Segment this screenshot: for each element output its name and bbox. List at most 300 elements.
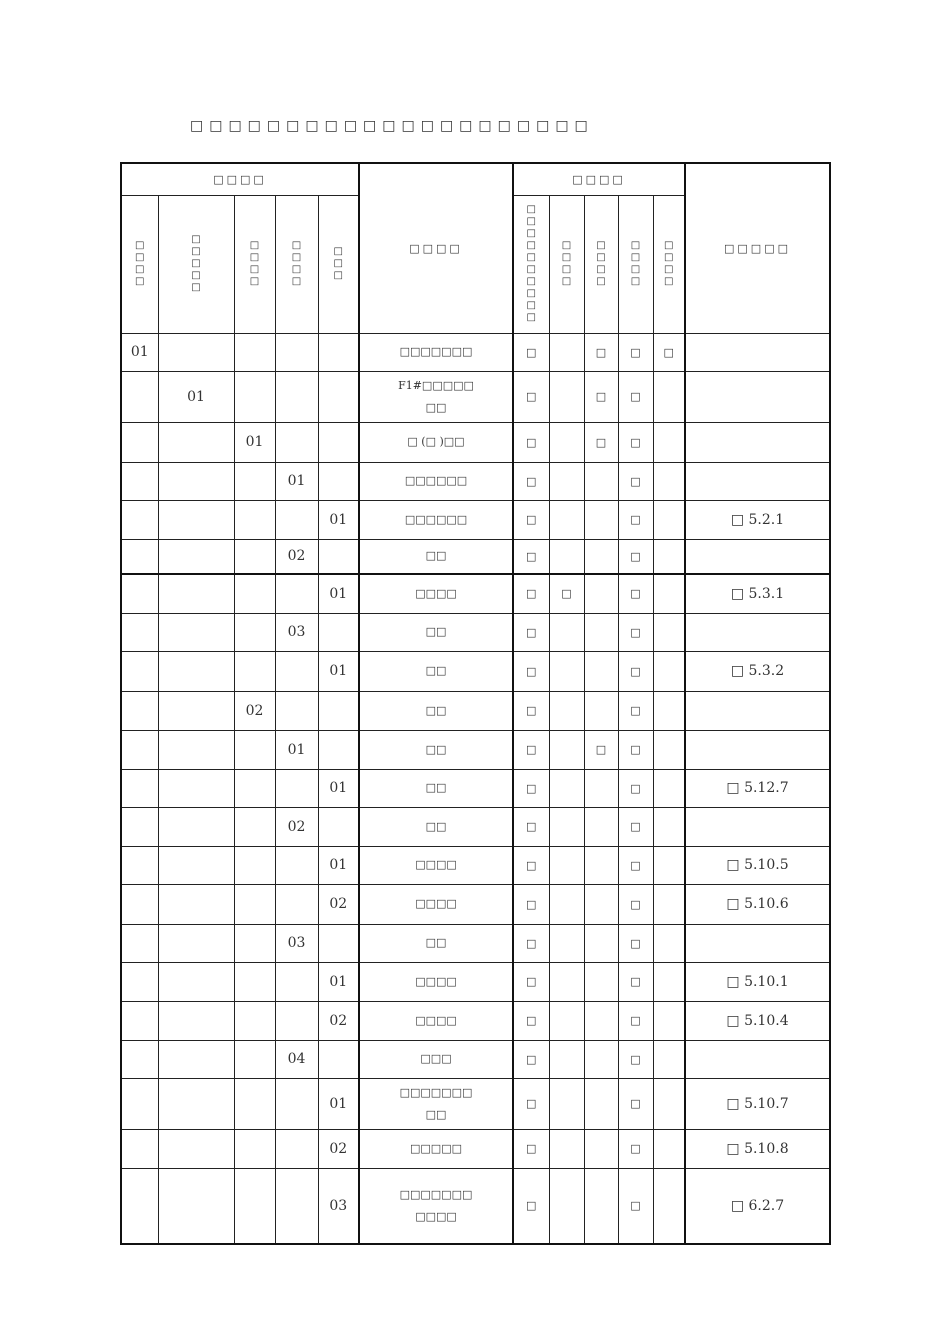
mark-cell-4: □ (618, 730, 653, 769)
code-cell-4 (275, 1129, 318, 1168)
code-cell-1 (121, 769, 158, 807)
item-name-cell: □□□□□□□ □□ (359, 1078, 513, 1129)
code-cell-3: 01 (234, 422, 275, 462)
code-cell-2 (158, 730, 234, 769)
code-cell-4: 01 (275, 730, 318, 769)
mark-cell-3 (584, 539, 618, 574)
header-mark-3: □ □ □ □ (584, 195, 618, 333)
table-row (121, 371, 830, 422)
header-group-marks: □□□□ (513, 163, 685, 195)
code-cell-2 (158, 574, 234, 613)
table-row (121, 884, 830, 924)
code-cell-2 (158, 769, 234, 807)
code-cell-4 (275, 769, 318, 807)
mark-cell-1: □ (513, 884, 549, 924)
mark-cell-3 (584, 1129, 618, 1168)
code-cell-1 (121, 422, 158, 462)
mark-cell-1: □ (513, 1168, 549, 1244)
mark-cell-1: □ (513, 371, 549, 422)
mark-cell-3 (584, 1168, 618, 1244)
item-name-cell: □□ (359, 613, 513, 651)
mark-cell-2 (549, 462, 584, 500)
mark-cell-1: □ (513, 422, 549, 462)
header-col-1: □ □ □ □ (121, 195, 158, 333)
code-cell-2 (158, 613, 234, 651)
code-cell-2 (158, 1129, 234, 1168)
reference-cell (685, 730, 830, 769)
mark-cell-5 (653, 422, 685, 462)
reference-cell (685, 924, 830, 962)
code-cell-3: 02 (234, 691, 275, 730)
table-row (121, 924, 830, 962)
code-cell-2 (158, 651, 234, 691)
item-name-cell: □□□□□□ (359, 500, 513, 539)
reference-cell: □ 5.3.1 (685, 574, 830, 613)
code-cell-5: 01 (318, 769, 359, 807)
table-row (121, 539, 830, 574)
mark-cell-2 (549, 1129, 584, 1168)
code-cell-4 (275, 574, 318, 613)
mark-cell-1: □ (513, 1078, 549, 1129)
code-cell-4: 01 (275, 462, 318, 500)
mark-cell-1: □ (513, 500, 549, 539)
mark-cell-5 (653, 691, 685, 730)
mark-cell-3 (584, 462, 618, 500)
code-cell-4 (275, 422, 318, 462)
mark-cell-5 (653, 1001, 685, 1040)
mark-cell-4: □ (618, 807, 653, 846)
item-name-cell: □□□□□□ (359, 462, 513, 500)
mark-cell-5 (653, 846, 685, 884)
mark-cell-1: □ (513, 651, 549, 691)
header-reference: □□□□□ (685, 163, 830, 333)
mark-cell-2 (549, 333, 584, 371)
table-row (121, 769, 830, 807)
mark-cell-3: □ (584, 333, 618, 371)
mark-cell-3 (584, 807, 618, 846)
item-name-cell: F1#□□□□□ □□ (359, 371, 513, 422)
mark-cell-2 (549, 371, 584, 422)
mark-cell-1: □ (513, 962, 549, 1001)
code-cell-1 (121, 539, 158, 574)
mark-cell-4: □ (618, 962, 653, 1001)
header-mark-4: □ □ □ □ (618, 195, 653, 333)
code-cell-4 (275, 333, 318, 371)
table-row (121, 1040, 830, 1078)
mark-cell-1: □ (513, 613, 549, 651)
mark-cell-5 (653, 769, 685, 807)
code-cell-1 (121, 1001, 158, 1040)
header-group-codes: □□□□ (121, 163, 359, 195)
table-row (121, 500, 830, 539)
reference-cell: □ 5.10.7 (685, 1078, 830, 1129)
mark-cell-4: □ (618, 539, 653, 574)
code-cell-2 (158, 333, 234, 371)
mark-cell-2 (549, 730, 584, 769)
mark-cell-1: □ (513, 333, 549, 371)
item-name-cell: □□□□□□□ □□□□ (359, 1168, 513, 1244)
table-row (121, 422, 830, 462)
code-cell-2 (158, 539, 234, 574)
code-cell-5 (318, 422, 359, 462)
mark-cell-4: □ (618, 1001, 653, 1040)
code-cell-3 (234, 574, 275, 613)
mark-cell-1: □ (513, 691, 549, 730)
code-cell-3 (234, 1078, 275, 1129)
code-cell-5: 01 (318, 1078, 359, 1129)
mark-cell-2 (549, 500, 584, 539)
code-cell-1 (121, 613, 158, 651)
code-cell-5: 03 (318, 1168, 359, 1244)
code-cell-1 (121, 962, 158, 1001)
mark-cell-1: □ (513, 574, 549, 613)
code-cell-5 (318, 613, 359, 651)
mark-cell-5 (653, 462, 685, 500)
mark-cell-2 (549, 884, 584, 924)
mark-cell-3: □ (584, 730, 618, 769)
mark-cell-4: □ (618, 769, 653, 807)
item-name-cell: □□□□□□□ (359, 333, 513, 371)
code-cell-3 (234, 769, 275, 807)
code-cell-5: 01 (318, 846, 359, 884)
table-row (121, 1129, 830, 1168)
reference-cell (685, 1040, 830, 1078)
mark-cell-3: □ (584, 422, 618, 462)
mark-cell-3 (584, 884, 618, 924)
mark-cell-4: □ (618, 613, 653, 651)
item-name-cell: □□□□ (359, 574, 513, 613)
reference-cell: □ 5.10.1 (685, 962, 830, 1001)
code-cell-1 (121, 691, 158, 730)
mark-cell-3 (584, 1078, 618, 1129)
code-cell-1 (121, 884, 158, 924)
code-cell-5: 01 (318, 500, 359, 539)
item-name-cell: □□□□ (359, 1001, 513, 1040)
mark-cell-5 (653, 1040, 685, 1078)
code-cell-5: 01 (318, 962, 359, 1001)
mark-cell-1: □ (513, 924, 549, 962)
mark-cell-1: □ (513, 1129, 549, 1168)
mark-cell-4: □ (618, 371, 653, 422)
mark-cell-4: □ (618, 462, 653, 500)
reference-cell (685, 462, 830, 500)
reference-cell: □ 5.12.7 (685, 769, 830, 807)
mark-cell-2 (549, 1040, 584, 1078)
item-name-cell: □□ (359, 539, 513, 574)
mark-cell-3 (584, 691, 618, 730)
code-cell-1 (121, 500, 158, 539)
code-cell-3 (234, 1001, 275, 1040)
mark-cell-5 (653, 884, 685, 924)
code-cell-2 (158, 500, 234, 539)
code-cell-4 (275, 1168, 318, 1244)
mark-cell-1: □ (513, 462, 549, 500)
mark-cell-3 (584, 924, 618, 962)
mark-cell-4: □ (618, 651, 653, 691)
code-cell-3 (234, 371, 275, 422)
mark-cell-2 (549, 422, 584, 462)
code-cell-3 (234, 333, 275, 371)
mark-cell-4: □ (618, 333, 653, 371)
reference-cell (685, 333, 830, 371)
mark-cell-3 (584, 574, 618, 613)
header-mark-5: □ □ □ □ (653, 195, 685, 333)
mark-cell-5 (653, 1168, 685, 1244)
mark-cell-4: □ (618, 422, 653, 462)
code-cell-5 (318, 333, 359, 371)
table-row (121, 1001, 830, 1040)
table-row (121, 807, 830, 846)
code-cell-5 (318, 462, 359, 500)
mark-cell-5: □ (653, 333, 685, 371)
code-cell-2 (158, 962, 234, 1001)
code-cell-1 (121, 1040, 158, 1078)
reference-cell (685, 539, 830, 574)
mark-cell-5 (653, 651, 685, 691)
code-cell-4: 04 (275, 1040, 318, 1078)
code-cell-5 (318, 730, 359, 769)
reference-cell: □ 5.2.1 (685, 500, 830, 539)
item-name-cell: □□ (359, 807, 513, 846)
code-cell-2 (158, 422, 234, 462)
mark-cell-2 (549, 807, 584, 846)
item-name-cell: □□ (359, 730, 513, 769)
mark-cell-5 (653, 807, 685, 846)
code-cell-1: 01 (121, 333, 158, 371)
reference-cell: □ 5.10.4 (685, 1001, 830, 1040)
code-cell-4 (275, 371, 318, 422)
code-cell-4: 02 (275, 807, 318, 846)
mark-cell-4: □ (618, 884, 653, 924)
mark-cell-4: □ (618, 1040, 653, 1078)
classification-table (120, 162, 831, 1245)
table-row (121, 462, 830, 500)
code-cell-5 (318, 539, 359, 574)
table-row (121, 691, 830, 730)
table-row (121, 574, 830, 613)
item-name-cell: □ (□ )□□ (359, 422, 513, 462)
code-cell-3 (234, 962, 275, 1001)
code-cell-2 (158, 1001, 234, 1040)
code-cell-4 (275, 846, 318, 884)
code-cell-2 (158, 807, 234, 846)
reference-cell: □ 5.10.5 (685, 846, 830, 884)
code-cell-2 (158, 691, 234, 730)
table-row (121, 1078, 830, 1129)
header-row-groups (121, 163, 830, 195)
reference-cell (685, 422, 830, 462)
code-cell-3 (234, 924, 275, 962)
mark-cell-5 (653, 500, 685, 539)
mark-cell-2 (549, 613, 584, 651)
reference-cell: □ 5.3.2 (685, 651, 830, 691)
code-cell-2 (158, 884, 234, 924)
code-cell-5: 02 (318, 1129, 359, 1168)
mark-cell-4: □ (618, 574, 653, 613)
code-cell-5 (318, 1040, 359, 1078)
code-cell-4 (275, 1001, 318, 1040)
code-cell-4 (275, 691, 318, 730)
code-cell-1 (121, 1078, 158, 1129)
mark-cell-5 (653, 924, 685, 962)
code-cell-3 (234, 1168, 275, 1244)
table-row (121, 1168, 830, 1244)
code-cell-1 (121, 846, 158, 884)
mark-cell-2 (549, 1078, 584, 1129)
header-col-4: □ □ □ □ (275, 195, 318, 333)
code-cell-4 (275, 651, 318, 691)
mark-cell-2 (549, 962, 584, 1001)
mark-cell-5 (653, 1129, 685, 1168)
code-cell-4 (275, 962, 318, 1001)
code-cell-1 (121, 371, 158, 422)
item-name-cell: □□ (359, 924, 513, 962)
mark-cell-2 (549, 651, 584, 691)
mark-cell-5 (653, 613, 685, 651)
code-cell-3 (234, 730, 275, 769)
reference-cell (685, 807, 830, 846)
code-cell-2 (158, 1040, 234, 1078)
mark-cell-5 (653, 371, 685, 422)
table-row (121, 962, 830, 1001)
code-cell-3 (234, 1129, 275, 1168)
table-row (121, 651, 830, 691)
mark-cell-4: □ (618, 846, 653, 884)
code-cell-3 (234, 651, 275, 691)
mark-cell-5 (653, 574, 685, 613)
mark-cell-3 (584, 1001, 618, 1040)
mark-cell-5 (653, 539, 685, 574)
mark-cell-4: □ (618, 500, 653, 539)
mark-cell-5 (653, 1078, 685, 1129)
code-cell-3 (234, 884, 275, 924)
item-name-cell: □□□□ (359, 962, 513, 1001)
code-cell-1 (121, 574, 158, 613)
mark-cell-1: □ (513, 846, 549, 884)
table-row (121, 613, 830, 651)
code-cell-5 (318, 924, 359, 962)
code-cell-2 (158, 462, 234, 500)
reference-cell (685, 371, 830, 422)
code-cell-4 (275, 500, 318, 539)
mark-cell-2 (549, 691, 584, 730)
reference-cell (685, 613, 830, 651)
code-cell-4 (275, 1078, 318, 1129)
code-cell-1 (121, 807, 158, 846)
table-row (121, 333, 830, 371)
item-name-cell: □□□ (359, 1040, 513, 1078)
item-name-cell: □□□□ (359, 846, 513, 884)
code-cell-4: 03 (275, 613, 318, 651)
mark-cell-4: □ (618, 691, 653, 730)
code-cell-5 (318, 691, 359, 730)
mark-cell-1: □ (513, 539, 549, 574)
table-body (121, 163, 830, 1244)
code-cell-4 (275, 884, 318, 924)
mark-cell-5 (653, 730, 685, 769)
header-col-3: □ □ □ □ (234, 195, 275, 333)
mark-cell-4: □ (618, 1078, 653, 1129)
item-name-cell: □□ (359, 651, 513, 691)
mark-cell-3 (584, 613, 618, 651)
page-title: □□□□□□□□□□□□□□□□□□□□□ (190, 118, 594, 134)
mark-cell-2 (549, 924, 584, 962)
code-cell-5: 02 (318, 1001, 359, 1040)
mark-cell-3 (584, 846, 618, 884)
reference-cell (685, 691, 830, 730)
code-cell-5: 01 (318, 574, 359, 613)
code-cell-2 (158, 1168, 234, 1244)
mark-cell-2 (549, 769, 584, 807)
code-cell-3 (234, 613, 275, 651)
code-cell-5: 02 (318, 884, 359, 924)
code-cell-5 (318, 371, 359, 422)
mark-cell-1: □ (513, 1001, 549, 1040)
mark-cell-3 (584, 962, 618, 1001)
header-mark-1: □ □ □ □ □ □ □ □ □ □ (513, 195, 549, 333)
mark-cell-2 (549, 1001, 584, 1040)
code-cell-2 (158, 846, 234, 884)
item-name-cell: □□ (359, 769, 513, 807)
code-cell-3 (234, 462, 275, 500)
header-mark-2: □ □ □ □ (549, 195, 584, 333)
mark-cell-3 (584, 1040, 618, 1078)
mark-cell-3 (584, 651, 618, 691)
reference-cell: □ 5.10.6 (685, 884, 830, 924)
code-cell-1 (121, 651, 158, 691)
item-name-cell: □□□□ (359, 884, 513, 924)
mark-cell-2 (549, 1168, 584, 1244)
code-cell-2 (158, 1078, 234, 1129)
mark-cell-3 (584, 769, 618, 807)
code-cell-5 (318, 807, 359, 846)
reference-cell: □ 6.2.7 (685, 1168, 830, 1244)
mark-cell-3: □ (584, 371, 618, 422)
reference-cell: □ 5.10.8 (685, 1129, 830, 1168)
table-row (121, 730, 830, 769)
code-cell-1 (121, 1168, 158, 1244)
code-cell-2: 01 (158, 371, 234, 422)
mark-cell-1: □ (513, 730, 549, 769)
code-cell-5: 01 (318, 651, 359, 691)
mark-cell-4: □ (618, 1129, 653, 1168)
code-cell-3 (234, 846, 275, 884)
code-cell-1 (121, 1129, 158, 1168)
header-name: □□□□ (359, 163, 513, 333)
table-row (121, 846, 830, 884)
code-cell-4: 02 (275, 539, 318, 574)
code-cell-1 (121, 462, 158, 500)
code-cell-3 (234, 500, 275, 539)
mark-cell-2: □ (549, 574, 584, 613)
mark-cell-1: □ (513, 807, 549, 846)
mark-cell-5 (653, 962, 685, 1001)
code-cell-4: 03 (275, 924, 318, 962)
mark-cell-1: □ (513, 769, 549, 807)
code-cell-1 (121, 730, 158, 769)
mark-cell-1: □ (513, 1040, 549, 1078)
mark-cell-4: □ (618, 1168, 653, 1244)
item-name-cell: □□ (359, 691, 513, 730)
code-cell-1 (121, 924, 158, 962)
code-cell-3 (234, 1040, 275, 1078)
mark-cell-4: □ (618, 924, 653, 962)
code-cell-2 (158, 924, 234, 962)
header-col-5: □ □ □ (318, 195, 359, 333)
code-cell-3 (234, 807, 275, 846)
header-col-2: □ □ □ □ □ (158, 195, 234, 333)
code-cell-3 (234, 539, 275, 574)
